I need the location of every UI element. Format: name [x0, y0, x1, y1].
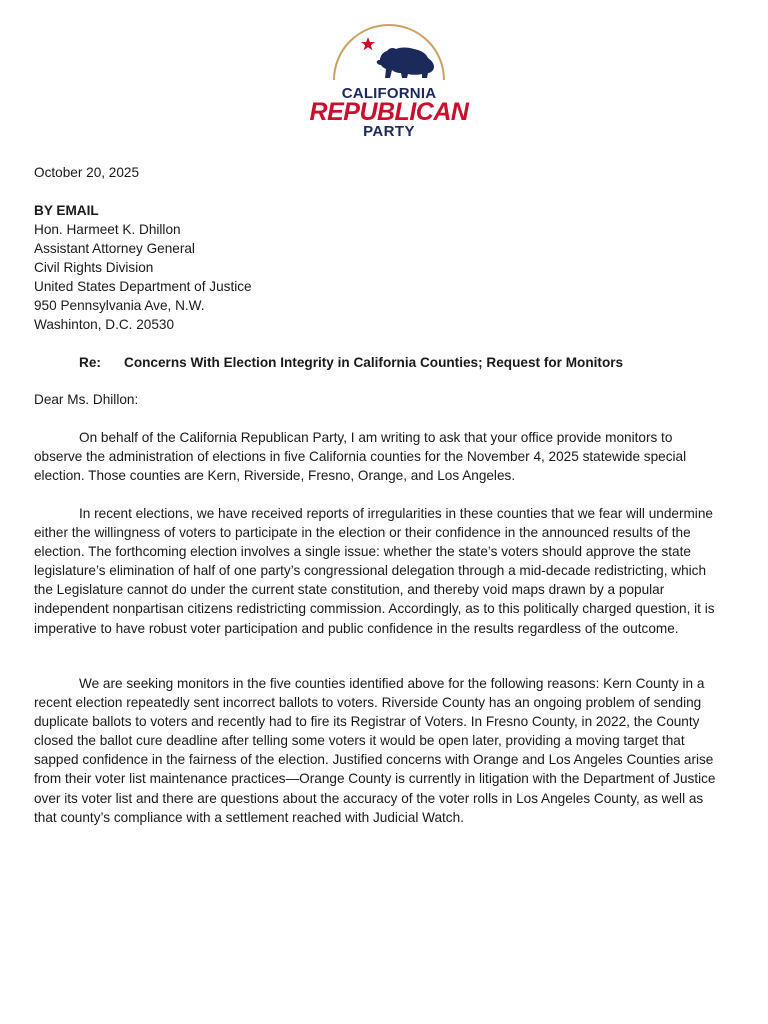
- delivery-method: BY EMAIL: [34, 203, 99, 218]
- subject-label: Re:: [79, 355, 101, 370]
- bear-icon: [377, 48, 434, 79]
- recipient-city: Washinton, D.C. 20530: [34, 317, 175, 332]
- salutation: Dear Ms. Dhillon:: [34, 392, 139, 407]
- body-paragraph: [34, 428, 724, 485]
- paragraph-text: On behalf of the California Republican Party, I am writing to ask that your office provide monitors to observe the administration of elections in five California counties for the November 4, 2025 statewide special election. Those counties are Kern, Riverside, Fresno, Orange, and Los Angeles.: [34, 430, 687, 484]
- body-paragraph: [34, 674, 724, 827]
- recipient-title: Assistant Attorney General: [34, 241, 195, 256]
- logo-text-party: PARTY: [363, 123, 415, 140]
- bear-star-arch-icon: [328, 18, 450, 84]
- recipient-name: Hon. Harmeet K. Dhillon: [34, 222, 181, 237]
- subject-text: Concerns With Election Integrity in California Counties; Request for Monitors: [124, 355, 624, 370]
- recipient-division: Civil Rights Division: [34, 260, 154, 275]
- subject-line: [79, 353, 623, 372]
- paragraph-text: We are seeking monitors in the five counties identified above for the following reasons: Kern County in a recent election repeatedly sent incorrect ballots to voters. Riverside County has an ongoing problem of sending duplicate ballots to voters and recently had to fire its Registrar of Voters. In Fresno County, in 2022, the County closed the ballot cure deadline after telling some voters it would be open later, providing a moving target that sapped confidence in the fairness of the election. Justified concerns with Orange and Los Angeles Counties arise from their voter list maintenance practices—Orange County is currently in litigation with the Department of Justice over its voter list and there are questions about the accuracy of the voter rolls in Los Angeles County, as well as that county’s compliance with a settlement reached with Judicial Watch.: [34, 676, 716, 825]
- letter-date: October 20, 2025: [34, 165, 140, 180]
- recipient-street: 950 Pennsylvania Ave, N.W.: [34, 298, 205, 313]
- recipient-department: United States Department of Justice: [34, 279, 252, 294]
- logo-text-republican: REPUBLICAN: [309, 98, 469, 126]
- logo-text-california: CALIFORNIA: [341, 85, 437, 102]
- paragraph-text: In recent elections, we have received reports of irregularities in these counties that we fear will undermine either the willingness of voters to participate in the election or their confidence in the announced results of the election. The forthcoming election involves a single issue: whether the state’s voters should approve the state legislature’s elimination of half of one party’s congressional delegation through a mid-decade redistricting, which the Legislature cannot do under the current state constitution, and thereby void maps drawn by a popular independent nonpartisan citizens redistricting commission. Accordingly, as to this politically charged question, it is imperative to have robust voter participation and public confidence in the results regardless of the outcome.: [34, 506, 715, 636]
- body-paragraph: [34, 504, 724, 638]
- star-icon: [361, 37, 375, 50]
- california-republican-party-logo: [296, 18, 482, 142]
